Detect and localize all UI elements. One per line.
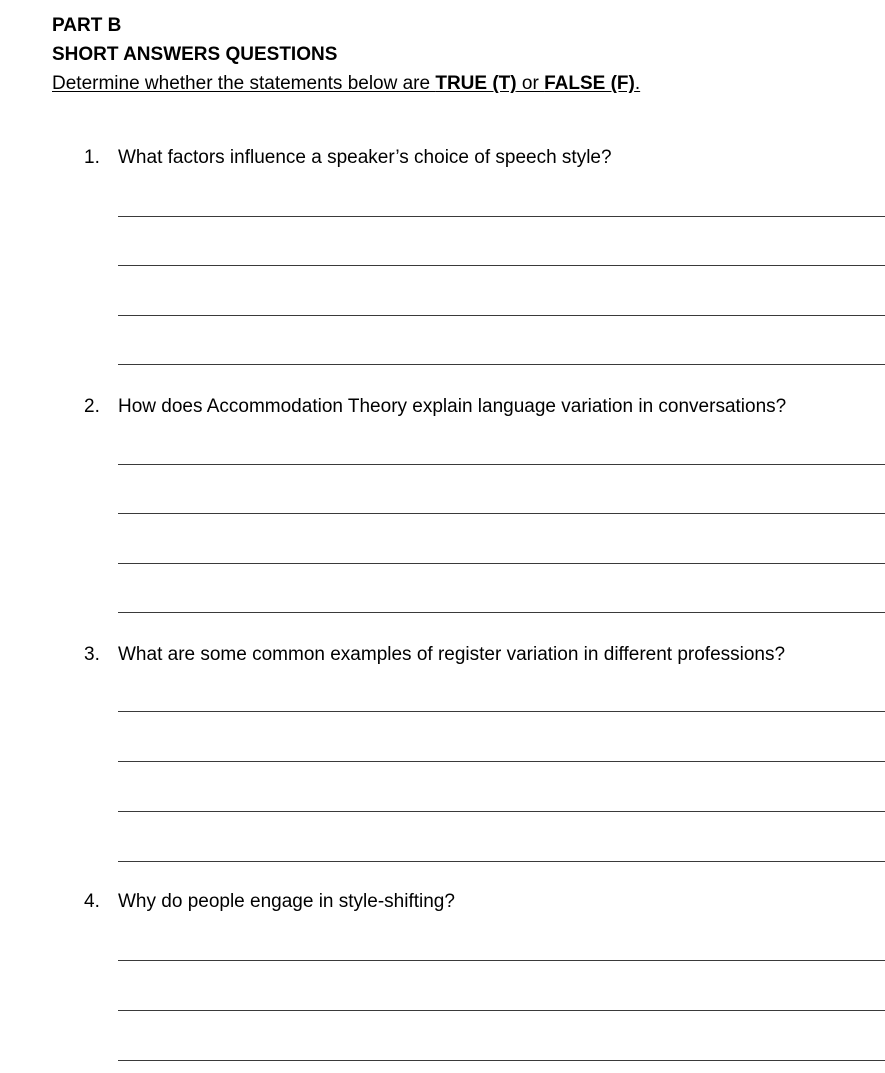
answer-line[interactable] <box>118 464 885 465</box>
answer-line[interactable] <box>118 513 885 514</box>
question-text <box>84 890 455 914</box>
answer-line[interactable] <box>118 711 885 712</box>
answer-line[interactable] <box>118 612 885 613</box>
instructions-or: or <box>516 73 545 94</box>
answer-line[interactable] <box>118 216 885 217</box>
instructions-prefix: Determine whether the statements below are <box>52 73 436 94</box>
question-label: How does Accommodation Theory explain language variation in conversations? <box>118 396 787 417</box>
question-label: Why do people engage in style-shifting? <box>118 891 455 912</box>
answer-line[interactable] <box>118 265 885 266</box>
question-text <box>84 643 785 667</box>
answer-line[interactable] <box>118 563 885 564</box>
question-number: 1. <box>84 147 100 168</box>
instructions-false: FALSE (F) <box>544 73 635 94</box>
answer-line[interactable] <box>118 960 885 961</box>
question-number: 4. <box>84 891 100 912</box>
section-title: SHORT ANSWERS QUESTIONS <box>52 44 338 65</box>
answer-line[interactable] <box>118 1010 885 1011</box>
answer-line[interactable] <box>118 315 885 316</box>
answer-line[interactable] <box>118 811 885 812</box>
question-number: 3. <box>84 644 100 665</box>
answer-line[interactable] <box>118 1060 885 1061</box>
instructions-true: TRUE (T) <box>435 73 517 94</box>
instructions-suffix: . <box>634 73 641 94</box>
instructions <box>52 71 872 97</box>
answer-line[interactable] <box>118 364 885 365</box>
question-text <box>84 146 612 170</box>
question-label: What are some common examples of register variation in different professions? <box>118 644 786 665</box>
question-label: What factors influence a speaker’s choice of speech style? <box>118 147 612 168</box>
part-title: PART B <box>52 15 122 36</box>
page-header <box>52 13 872 97</box>
question-number: 2. <box>84 396 100 417</box>
answer-line[interactable] <box>118 761 885 762</box>
question-text <box>84 395 786 419</box>
answer-line[interactable] <box>118 861 885 862</box>
